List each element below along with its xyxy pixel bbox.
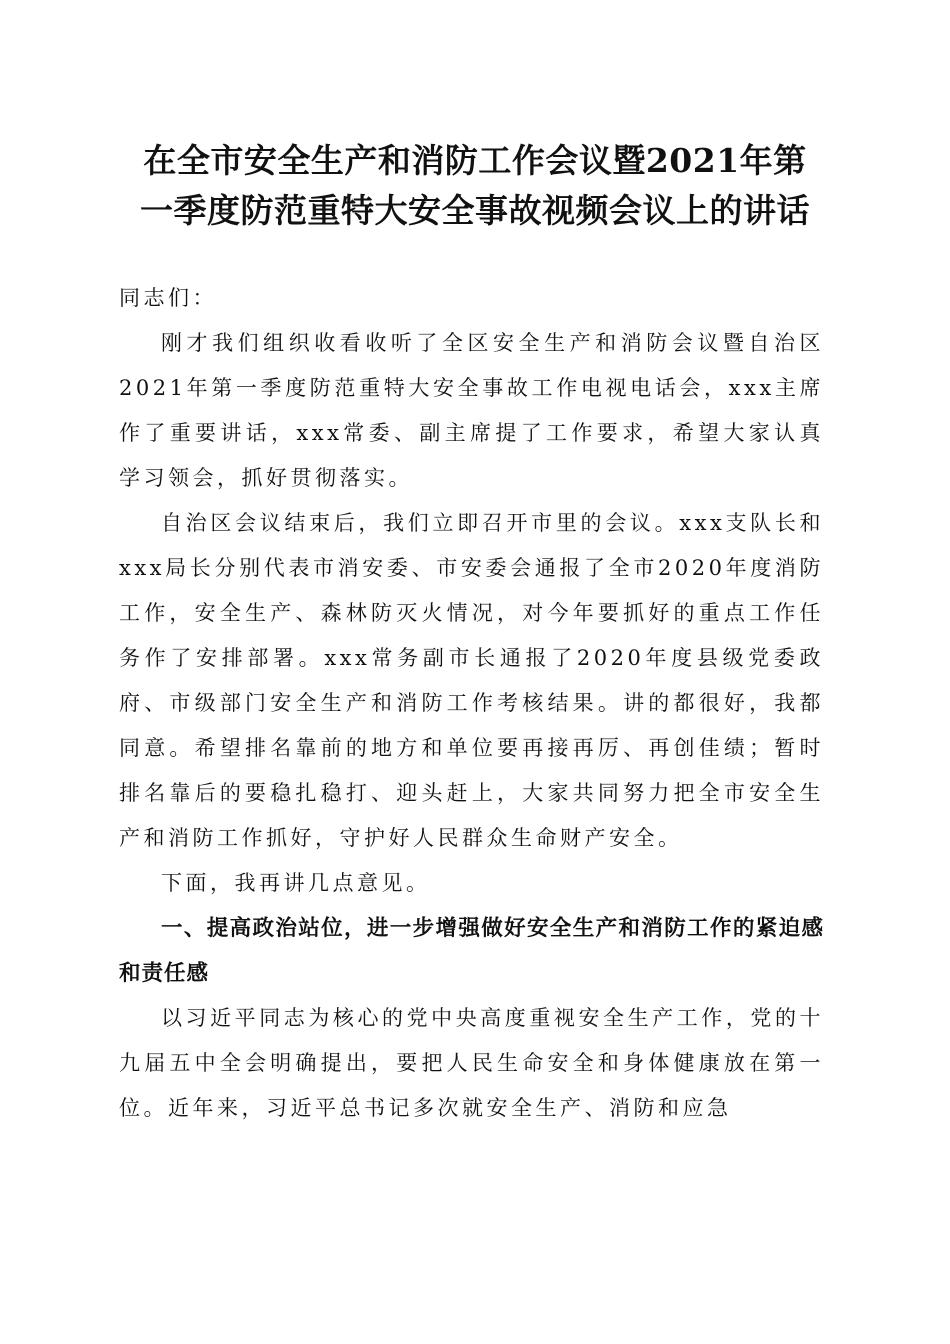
paragraph-2: 自治区会议结束后，我们立即召开市里的会议。xxx支队长和xxx局长分别代表市消安委、市安委会通报了全市2020年度消防工作，安全生产、森林防灭火情况，对今年要抓好的重点工作任务作了安排部署。xxx常务副市长通报了2020年度县级党委政府、市级部门安全生产和消防工作考核结果。讲的都很好，我都同意。希望排名靠前的地方和单位要再接再厉、再创佳绩；暂时排名靠后的要稳扎稳打、迎头赶上，大家共同努力把全市安全生产和消防工作抓好，守护好人民群众生命财产安全。 xyxy=(119,511,824,850)
paragraph-3: 下面，我再讲几点意见。 xyxy=(161,871,431,895)
section-heading-1: 一、提高政治站位，进一步增强做好安全生产和消防工作的紧迫感和责任感 xyxy=(119,916,824,986)
document-body xyxy=(119,276,824,1131)
document-title xyxy=(110,136,840,236)
salutation: 同志们： xyxy=(119,286,217,310)
title-line-2: 一季度防范重特大安全事故视频会议上的讲话 xyxy=(140,191,810,230)
paragraph-1: 刚才我们组织收看收听了全区安全生产和消防会议暨自治区2021年第一季度防范重特大安全事故工作电视电话会，xxx主席作了重要讲话，xxx常委、副主席提了工作要求，希望大家认真学习领会，抓好贯彻落实。 xyxy=(119,331,824,490)
section-1-paragraph: 以习近平同志为核心的党中央高度重视安全生产工作，党的十九届五中全会明确提出，要把人民生命安全和身体健康放在第一位。近年来，习近平总书记多次就安全生产、消防和应急 xyxy=(119,1006,824,1120)
title-line-1: 在全市安全生产和消防工作会议暨2021年第 xyxy=(143,141,807,180)
